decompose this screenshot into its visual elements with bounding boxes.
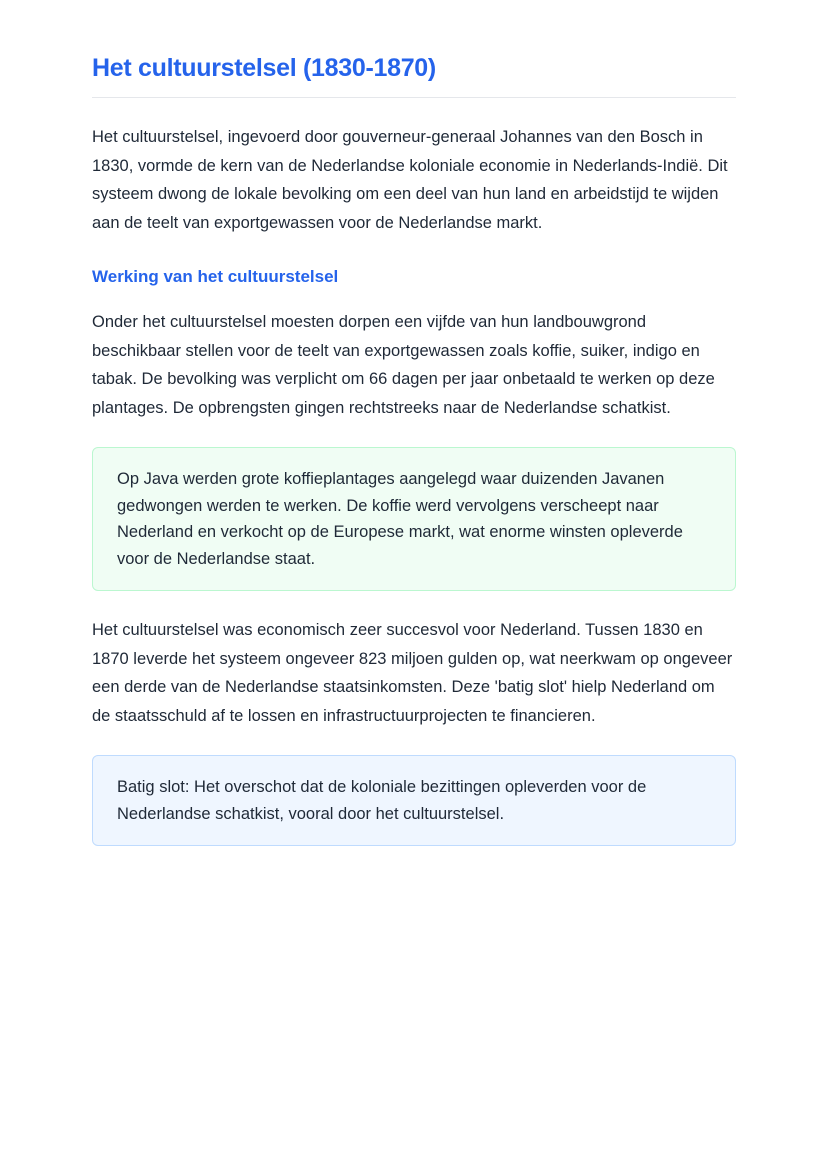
page-title: Het cultuurstelsel (1830-1870) [92, 54, 436, 82]
example-callout [92, 447, 736, 591]
title-divider [92, 97, 736, 98]
definition-callout [92, 755, 736, 846]
intro-paragraph: Het cultuurstelsel, ingevoerd door gouverneur-generaal Johannes van den Bosch in 1830, vormde de kern van de Nederlandse koloniale economie in Nederlands-Indië. Dit systeem dwong de lokale bevolking om een deel van hun land en arbeidstijd te wijden aan de teelt van exportgewassen voor de Nederlandse markt. [92, 128, 728, 232]
section-paragraph: Onder het cultuurstelsel moesten dorpen een vijfde van hun landbouwgrond beschikbaar stellen voor de teelt van exportgewassen zoals koffie, suiker, indigo en tabak. De bevolking was verplicht om 66 dagen per jaar onbetaald te werken op deze plantages. De opbrengsten gingen rechtstreeks naar de Nederlandse schatkist. [92, 313, 715, 417]
definition-callout-text: Batig slot: Het overschot dat de koloniale bezittingen opleverden voor de Nederlandse schatkist, vooral door het cultuurstelsel. [117, 778, 647, 823]
results-paragraph: Het cultuurstelsel was economisch zeer succesvol voor Nederland. Tussen 1830 en 1870 leverde het systeem ongeveer 823 miljoen gulden op, wat neerkwam op ongeveer een derde van de Nederlandse staatsinkomsten. Deze 'batig slot' hielp Nederland om de staatsschuld af te lossen en infrastructuurprojecten te financieren. [92, 621, 733, 725]
example-callout-text: Op Java werden grote koffieplantages aangelegd waar duizenden Javanen gedwongen werden te werken. De koffie werd vervolgens verscheept naar Nederland en verkocht op de Europese markt, wat enorme winsten opleverde voor de Nederlandse staat. [117, 470, 683, 568]
section-heading: Werking van het cultuurstelsel [92, 267, 339, 286]
